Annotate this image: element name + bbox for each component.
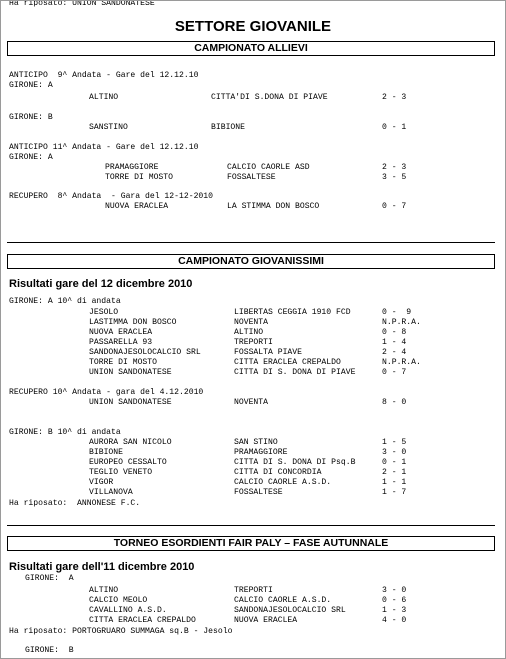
- score: 3 - 0: [382, 448, 407, 457]
- table-row: [1, 606, 505, 616]
- score: 1 - 1: [382, 478, 407, 487]
- page-title: SETTORE GIOVANILE: [174, 18, 332, 35]
- table-row: [1, 163, 505, 173]
- allievi-anticipo-11-line: ANTICIPO 11^ Andata - Gare del 12.12.10: [9, 143, 199, 152]
- away-team: CITTA DI S. DONA DI PIAVE: [234, 368, 356, 377]
- table-row: [1, 488, 505, 498]
- allievi-girone-a-line-2: GIRONE: A: [9, 153, 53, 162]
- home-team: CALCIO MEOLO: [89, 596, 148, 605]
- table-row: [1, 616, 505, 626]
- allievi-anticipo-9-line: ANTICIPO 9^ Andata - Gare del 12.12.10: [9, 71, 199, 80]
- home-team: TORRE DI MOSTO: [105, 173, 173, 182]
- giovanissimi-girone-b-line: GIRONE: B 10^ di andata: [9, 428, 121, 437]
- away-team: CITTA DI CONCORDIA: [234, 468, 322, 477]
- table-row: [1, 586, 505, 596]
- table-row: [1, 438, 505, 448]
- giovanissimi-riposato-line: Ha riposato: ANNONESE F.C.: [9, 499, 141, 508]
- away-team: CALCIO CAORLE ASD: [227, 163, 310, 172]
- home-team: NUOVA ERACLEA: [89, 328, 153, 337]
- home-team: PASSARELLA 93: [89, 338, 153, 347]
- esordienti-riposato-line: Ha riposato: PORTOGRUARO SUMMAGA sq.B - Jesolo: [9, 627, 233, 636]
- table-row: [1, 202, 505, 212]
- table-row: [1, 596, 505, 606]
- away-team: LIBERTAS CEGGIA 1910 FCD: [234, 308, 351, 317]
- home-team: CITTA ERACLEA CREPALDO: [89, 616, 196, 625]
- score: 0 - 7: [382, 202, 407, 211]
- table-row: [1, 173, 505, 183]
- section-header-esordienti: TORNEO ESORDIENTI FAIR PALY – FASE AUTUNNALE: [7, 536, 495, 551]
- score: 0 - 9: [382, 308, 412, 317]
- home-team: LASTIMMA DON BOSCO: [89, 318, 177, 327]
- table-row: [1, 398, 505, 408]
- giovanissimi-recupero-line: RECUPERO 10^ Andata - gara del 4.12.2010: [9, 388, 204, 397]
- home-team: SANSTINO: [89, 123, 128, 132]
- home-team: ALTINO: [89, 586, 119, 595]
- away-team: ALTINO: [234, 328, 264, 337]
- score: 2 - 4: [382, 348, 407, 357]
- allievi-recupero-line: RECUPERO 8^ Andata - Gara del 12-12-2010: [9, 192, 213, 201]
- away-team: BIBIONE: [211, 123, 245, 132]
- score: 2 - 3: [382, 93, 407, 102]
- esordienti-girone-a-line: GIRONE: A: [25, 574, 74, 583]
- score: N.P.R.A.: [382, 358, 421, 367]
- home-team: EUROPEO CESSALTO: [89, 458, 167, 467]
- home-team: SANDONAJESOLOCALCIO SRL: [89, 348, 201, 357]
- home-team: VIGOR: [89, 478, 114, 487]
- away-team: NUOVA ERACLEA: [234, 616, 298, 625]
- score: 4 - 0: [382, 616, 407, 625]
- table-row: [1, 448, 505, 458]
- table-row: [1, 358, 505, 368]
- score: 0 - 7: [382, 368, 407, 377]
- home-team: PRAMAGGIORE: [105, 163, 159, 172]
- home-team: VILLANOVA: [89, 488, 133, 497]
- score: 8 - 0: [382, 398, 407, 407]
- table-row: [1, 458, 505, 468]
- score: 1 - 5: [382, 438, 407, 447]
- score: 0 - 6: [382, 596, 407, 605]
- esordienti-results-date: Risultati gare dell'11 dicembre 2010: [9, 561, 195, 573]
- score: 0 - 1: [382, 123, 407, 132]
- score: 3 - 5: [382, 173, 407, 182]
- table-row: [1, 318, 505, 328]
- score: N.P.R.A.: [382, 318, 421, 327]
- esordienti-girone-b-line: GIRONE: B: [25, 646, 74, 655]
- away-team: CITTA ERACLEA CREPALDO: [234, 358, 341, 367]
- score: 3 - 0: [382, 586, 407, 595]
- home-team: NUOVA ERACLEA: [105, 202, 169, 211]
- away-team: FOSSALTESE: [227, 173, 276, 182]
- score: 1 - 7: [382, 488, 407, 497]
- home-team: UNION SANDONATESE: [89, 368, 172, 377]
- away-team: PRAMAGGIORE: [234, 448, 288, 457]
- divider: [7, 242, 495, 243]
- away-team: NOVENTA: [234, 398, 268, 407]
- table-row: [1, 308, 505, 318]
- score: 1 - 4: [382, 338, 407, 347]
- home-team: TORRE DI MOSTO: [89, 358, 157, 367]
- away-team: CALCIO CAORLE A.S.D.: [234, 478, 332, 487]
- score: 0 - 8: [382, 328, 407, 337]
- section-header-allievi: CAMPIONATO ALLIEVI: [7, 41, 495, 56]
- away-team: CITTA'DI S.DONA DI PIAVE: [211, 93, 328, 102]
- home-team: TEGLIO VENETO: [89, 468, 153, 477]
- score: 1 - 3: [382, 606, 407, 615]
- away-team: FOSSALTESE: [234, 488, 283, 497]
- score: 2 - 1: [382, 468, 407, 477]
- score: 0 - 1: [382, 458, 407, 467]
- away-team: SAN STINO: [234, 438, 278, 447]
- home-team: ALTINO: [89, 93, 119, 102]
- table-row: [1, 468, 505, 478]
- giovanissimi-girone-a-line: GIRONE: A 10^ di andata: [9, 297, 121, 306]
- score: 2 - 3: [382, 163, 407, 172]
- table-row: [1, 478, 505, 488]
- home-team: CAVALLINO A.S.D.: [89, 606, 167, 615]
- home-team: BIBIONE: [89, 448, 123, 457]
- table-row: [1, 348, 505, 358]
- home-team: JESOLO: [89, 308, 119, 317]
- away-team: TREPORTI: [234, 338, 273, 347]
- home-team: AURORA SAN NICOLO: [89, 438, 172, 447]
- allievi-girone-a-line: GIRONE: A: [9, 81, 53, 90]
- allievi-girone-b-line: GIRONE: B: [9, 113, 53, 122]
- away-team: CALCIO CAORLE A.S.D.: [234, 596, 332, 605]
- away-team: SANDONAJESOLOCALCIO SRL: [234, 606, 346, 615]
- top-riposato-line: Ha riposato: UNION SANDONATESE: [9, 0, 155, 8]
- home-team: UNION SANDONATESE: [89, 398, 172, 407]
- away-team: TREPORTI: [234, 586, 273, 595]
- table-row: [1, 338, 505, 348]
- away-team: LA STIMMA DON BOSCO: [227, 202, 320, 211]
- away-team: FOSSALTA PIAVE: [234, 348, 302, 357]
- table-row: [1, 93, 505, 103]
- away-team: NOVENTA: [234, 318, 268, 327]
- section-header-giovanissimi: CAMPIONATO GIOVANISSIMI: [7, 254, 495, 269]
- table-row: [1, 368, 505, 378]
- table-row: [1, 328, 505, 338]
- divider: [7, 525, 495, 526]
- table-row: [1, 123, 505, 133]
- away-team: CITTA DI S. DONA DI Psq.B: [234, 458, 356, 467]
- giovanissimi-results-date: Risultati gare del 12 dicembre 2010: [9, 278, 193, 290]
